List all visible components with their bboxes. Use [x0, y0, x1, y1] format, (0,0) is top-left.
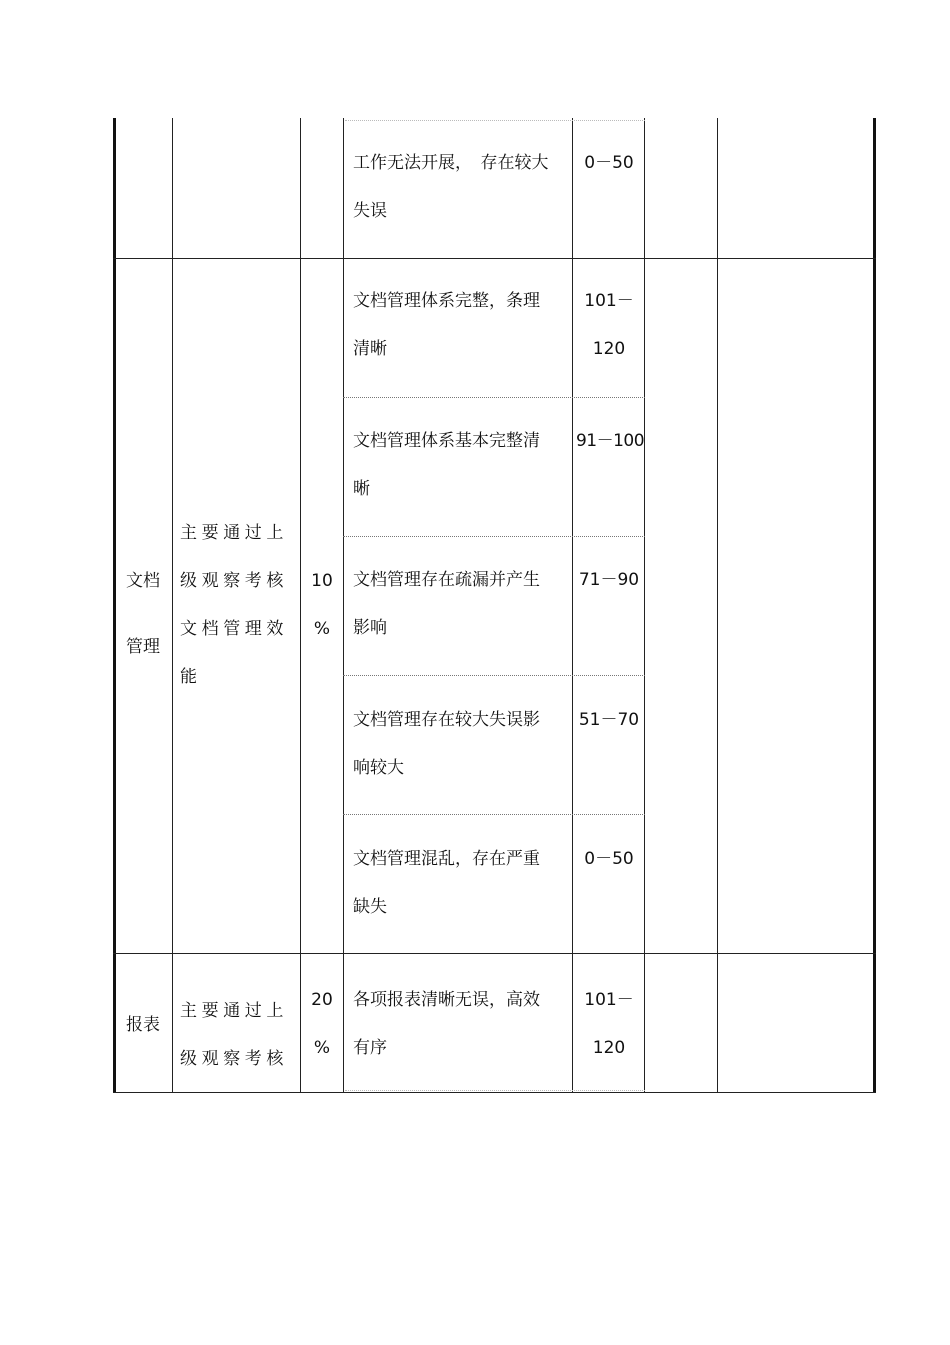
- score-range: [573, 696, 645, 744]
- assessment-method: [180, 509, 294, 701]
- score-line: 120: [592, 339, 626, 359]
- row-divider: [345, 1090, 645, 1091]
- criteria-line: 文档管理体系基本完整清: [353, 431, 540, 451]
- score-line: 91－100: [575, 431, 645, 451]
- table-bottom-border: [113, 1092, 876, 1093]
- col-divider: [343, 118, 344, 1093]
- criteria-line: 影响: [353, 618, 387, 638]
- score-range: [573, 556, 645, 604]
- score-line: 101－: [584, 291, 634, 311]
- criteria-line: 文档管理混乱，存在严重: [353, 849, 540, 869]
- method-line: 级观察考核: [180, 571, 288, 591]
- col-divider: [572, 118, 573, 1093]
- criteria-line: 失误: [353, 201, 387, 221]
- score-line: 0－50: [584, 849, 634, 869]
- criteria-description: [353, 139, 563, 235]
- col-divider: [172, 118, 173, 1093]
- sub-row-divider: [343, 536, 645, 537]
- col-divider: [644, 118, 645, 1093]
- criteria-line: 清晰: [353, 339, 387, 359]
- score-range: [573, 417, 647, 465]
- sub-row-divider: [343, 397, 645, 398]
- criteria-description: [353, 976, 563, 1072]
- method-line: 主要通过上: [180, 523, 288, 543]
- criteria-description: [353, 556, 563, 652]
- method-line: 文档管理效: [180, 619, 288, 639]
- item-line: 文档: [126, 571, 160, 591]
- assessment-method: [180, 987, 294, 1083]
- score-range: [573, 139, 645, 187]
- criteria-line: 文档管理存在较大失误影: [353, 710, 540, 730]
- criteria-line: 文档管理存在疏漏并产生: [353, 570, 540, 590]
- criteria-description: [353, 417, 563, 513]
- table-right-border: [873, 118, 876, 1093]
- method-line: 能: [180, 667, 202, 687]
- score-range: [573, 976, 645, 1072]
- score-range: [573, 835, 645, 883]
- weight-line: 10: [311, 571, 333, 591]
- score-line: 101－: [584, 990, 634, 1010]
- criteria-line: 响较大: [353, 758, 404, 778]
- score-line: 71－90: [578, 570, 640, 590]
- method-line: 级观察考核: [180, 1049, 288, 1069]
- weight-value: [302, 976, 342, 1072]
- criteria-line: 晰: [353, 479, 370, 499]
- assessment-item: [120, 548, 166, 680]
- sub-row-divider: [343, 814, 645, 815]
- row-divider: [345, 120, 645, 121]
- weight-line: 20: [311, 990, 333, 1010]
- method-line: 主要通过上: [180, 1001, 288, 1021]
- score-line: 120: [592, 1038, 626, 1058]
- criteria-line: 有序: [353, 1038, 387, 1058]
- criteria-description: [353, 277, 563, 373]
- assessment-item: [120, 1001, 166, 1049]
- item-line: 报表: [126, 1015, 160, 1035]
- row-divider: [113, 258, 876, 259]
- score-line: 0－50: [584, 153, 634, 173]
- criteria-line: 各项报表清晰无误，高效: [353, 990, 540, 1010]
- col-divider: [717, 118, 718, 1093]
- criteria-description: [353, 835, 563, 931]
- criteria-line: 工作无法开展， 存在较大: [353, 153, 549, 173]
- sub-row-divider: [343, 675, 645, 676]
- criteria-line: 文档管理体系完整，条理: [353, 291, 540, 311]
- criteria-description: [353, 696, 563, 792]
- row-divider: [113, 953, 876, 954]
- col-divider: [300, 118, 301, 1093]
- score-line: 51－70: [578, 710, 640, 730]
- weight-line: %: [313, 619, 331, 639]
- score-range: [573, 277, 645, 373]
- item-line: 管理: [126, 637, 160, 657]
- criteria-line: 缺失: [353, 897, 387, 917]
- table-left-border: [113, 118, 116, 1093]
- weight-value: [302, 557, 342, 653]
- weight-line: %: [313, 1038, 331, 1058]
